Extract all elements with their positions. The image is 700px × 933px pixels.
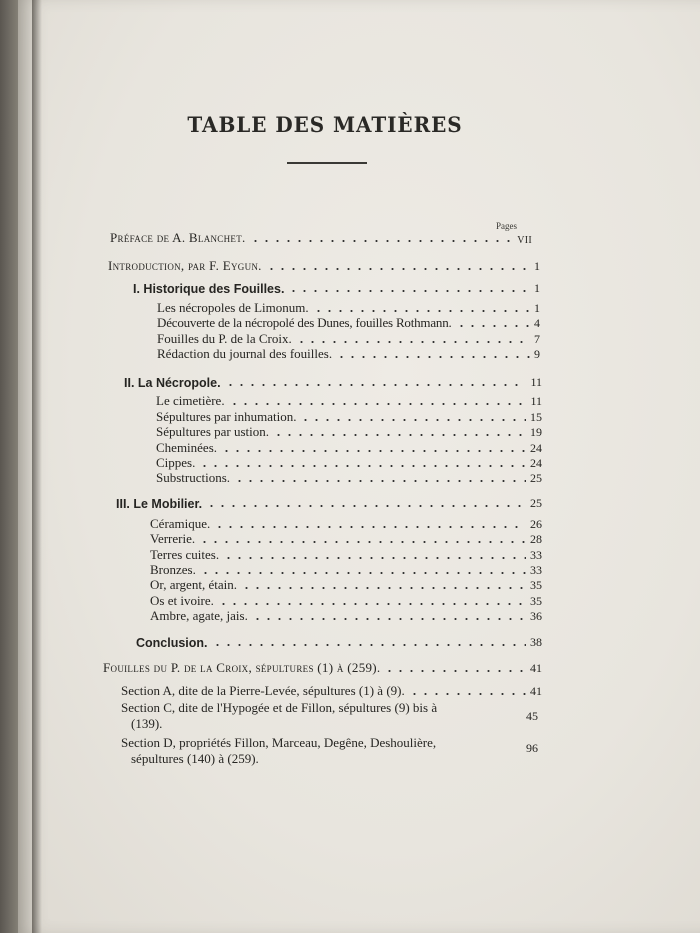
toc-entry-page: 25: [530, 471, 542, 485]
pages-column-label: Pages: [496, 221, 517, 231]
toc-section-conclusion: [136, 634, 542, 650]
toc-entry-text: Or, argent, étain.: [150, 577, 237, 592]
toc-entry-page: 45: [526, 709, 538, 723]
leader-dots: [225, 377, 527, 387]
toc-entry-page: 4: [534, 316, 540, 330]
leader-dots: [221, 443, 526, 453]
book-spine-shadow: [32, 0, 42, 933]
leader-dots: [273, 427, 526, 437]
toc-entry-introduction: [108, 258, 540, 274]
toc-entry-fouilles: [103, 660, 542, 676]
toc-entry: [157, 315, 540, 331]
toc-entry-page: 33: [530, 548, 542, 562]
toc-entry: [156, 455, 542, 471]
leader-dots: [252, 611, 526, 621]
toc-entry-section-d-line1: Section D, propriétés Fillon, Marceau, Degêne, Deshoulière,: [121, 735, 437, 750]
toc-entry: [150, 577, 542, 593]
toc-section-historique: [133, 280, 540, 296]
toc-entry-text: II. La Nécropole.: [124, 376, 221, 390]
toc-entry-text: Fouilles du P. de la Croix.: [157, 331, 292, 346]
toc-entry: [150, 562, 542, 578]
toc-entry-page: 9: [534, 347, 540, 361]
title-rule: [287, 162, 367, 164]
toc-entry-text: Substructions.: [156, 470, 231, 485]
toc-entry: [157, 300, 540, 316]
leader-dots: [200, 565, 526, 575]
toc-entry-text: Terres cuites.: [150, 547, 220, 562]
leader-dots: [296, 334, 530, 344]
toc-entry-text: Verrerie.: [150, 531, 196, 546]
toc-entry-preface: [110, 230, 532, 246]
toc-entry-section-c-line1: Section C, dite de l'Hypogée et de Fillon, sépultures (9) bis à: [121, 700, 438, 715]
toc-entry-page: 1: [534, 259, 540, 273]
toc-entry-text: Introduction, par F. Eygun.: [108, 258, 262, 273]
toc-entry-page: 35: [530, 578, 542, 592]
toc-entry-page: 26: [530, 517, 542, 531]
toc-entry-page: 36: [530, 609, 542, 623]
toc-entry-text: Fouilles du P. de la Croix, sépultures (1) à (259).: [103, 660, 381, 675]
toc-entry-page: 24: [530, 441, 542, 455]
toc-entry-page: 38: [530, 635, 542, 649]
toc-entry-page: 41: [530, 684, 542, 698]
leader-dots: [206, 498, 526, 508]
toc-entry-page: 19: [530, 425, 542, 439]
toc-entry-text: Bronzes.: [150, 562, 196, 577]
toc-entry: [121, 683, 542, 699]
toc-entry: [150, 593, 542, 609]
leader-dots: [234, 473, 526, 483]
toc-entry-page: 1: [534, 301, 540, 315]
leader-dots: [199, 534, 526, 544]
toc-entry-page: 11: [530, 375, 542, 389]
leader-dots: [199, 458, 526, 468]
toc-entry-text: III. Le Mobilier.: [116, 497, 203, 511]
toc-entry-page: 15: [530, 410, 542, 424]
leader-dots: [214, 519, 526, 529]
toc-entry-text: Rédaction du journal des fouilles.: [157, 346, 333, 361]
leader-dots: [266, 261, 530, 271]
toc-entry-page: 33: [530, 563, 542, 577]
toc-section-mobilier: [116, 495, 542, 511]
toc-entry-page: 35: [530, 594, 542, 608]
toc-entry-page: 41: [530, 661, 542, 675]
toc-entry-text: Sépultures par ustion.: [156, 424, 270, 439]
toc-entry: [156, 424, 542, 440]
page-title: TABLE DES MATIÈRES: [187, 112, 463, 137]
toc-entry-section-c-line2: (139).: [131, 716, 163, 731]
toc-entry-text: I. Historique des Fouilles.: [133, 282, 285, 296]
leader-dots: [288, 283, 530, 293]
toc-entry: [157, 346, 540, 362]
toc-entry: [156, 393, 542, 409]
toc-entry-page: 7: [534, 332, 540, 346]
toc-entry-page: 11: [530, 394, 542, 408]
leader-dots: [313, 303, 530, 313]
leader-dots: [409, 686, 526, 696]
toc-entry: [157, 331, 540, 347]
toc-entry-text: Section A, dite de la Pierre-Levée, sépultures (1) à (9).: [121, 683, 405, 698]
leader-dots: [223, 550, 526, 560]
toc-entry-page: 28: [530, 532, 542, 546]
toc-entry-text: Le cimetière.: [156, 393, 225, 408]
toc-section-necropole: [124, 374, 542, 390]
leader-dots: [300, 412, 526, 422]
toc-entry-page: VII: [517, 235, 532, 246]
toc-entry: [156, 409, 542, 425]
toc-entry-section-d-line2: sépultures (140) à (259).: [131, 751, 259, 766]
toc-entry-text: Sépultures par inhumation.: [156, 409, 297, 424]
toc-entry-text: Os et ivoire.: [150, 593, 214, 608]
leader-dots: [336, 349, 530, 359]
toc-entry-text: Ambre, agate, jais.: [150, 608, 248, 623]
leader-dots: [250, 233, 514, 243]
toc-entry: [156, 470, 542, 486]
toc-entry: [150, 516, 542, 532]
toc-entry-page: 25: [530, 496, 542, 510]
toc-entry: [150, 531, 542, 547]
toc-entry: [156, 440, 542, 456]
toc-entry-text: Les nécropoles de Limonum.: [157, 300, 309, 315]
toc-entry-text: Cheminées.: [156, 440, 218, 455]
leader-dots: [456, 318, 530, 328]
leader-dots: [218, 596, 526, 606]
leader-dots: [241, 580, 526, 590]
toc-entry-text: Découverte de la nécropolé des Dunes, fouilles Rothmann.: [157, 315, 452, 330]
toc-entry-page: 24: [530, 456, 542, 470]
toc-entry-text: Céramique.: [150, 516, 211, 531]
toc-entry: [150, 547, 542, 563]
toc-entry-text: Cippes.: [156, 455, 196, 470]
leader-dots: [212, 637, 526, 647]
leader-dots: [229, 396, 527, 406]
toc-entry: [150, 608, 542, 624]
toc-entry-text: Préface de A. Blanchet.: [110, 230, 246, 245]
toc-entry-page: 1: [534, 281, 540, 295]
toc-entry-page: 96: [526, 741, 538, 755]
toc-entry-text: Conclusion.: [136, 636, 208, 650]
leader-dots: [384, 663, 526, 673]
